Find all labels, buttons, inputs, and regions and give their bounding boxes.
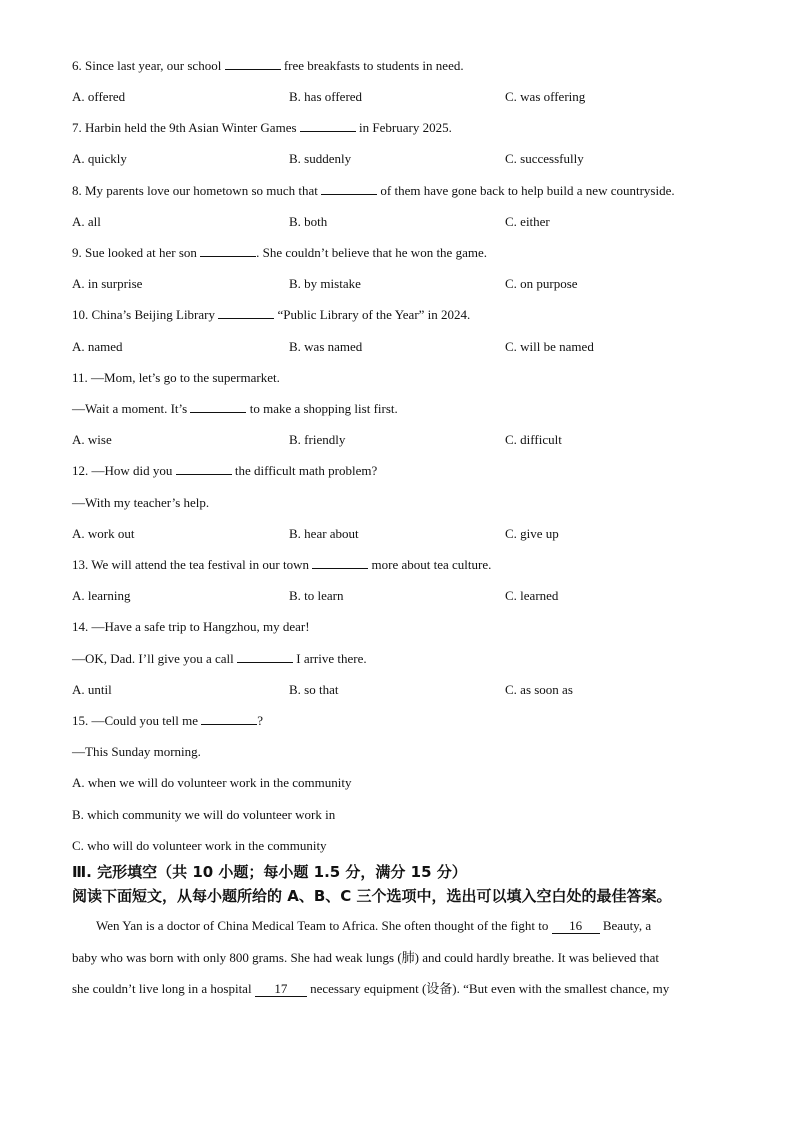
question-9-stem: 9. Sue looked at her son . She couldn’t believe that he won the game. — [72, 245, 487, 260]
option-c: C. will be named — [505, 339, 594, 354]
option-b: B. suddenly — [289, 151, 352, 166]
option-a: A. all — [72, 214, 101, 229]
answer-blank — [225, 58, 281, 70]
option-b: B. which community we will do volunteer work in — [72, 807, 336, 822]
question-12-stem: 12. —How did you the difficult math problem? — [72, 463, 378, 478]
question-14-stem: —OK, Dad. I’ll give you a call I arrive there. — [72, 651, 367, 666]
section-title: Ⅲ. 完形填空（共 10 小题；每小题 1.5 分，满分 15 分） — [72, 863, 467, 881]
answer-blank — [312, 557, 368, 569]
option-a: A. wise — [72, 432, 112, 447]
option-a: A. in surprise — [72, 276, 143, 291]
option-a: A. offered — [72, 89, 126, 104]
option-b: B. to learn — [289, 588, 344, 603]
option-a: A. when we will do volunteer work in the community — [72, 775, 352, 790]
option-c: C. who will do volunteer work in the community — [72, 838, 327, 853]
option-c: C. give up — [505, 526, 559, 541]
option-c: C. learned — [505, 588, 559, 603]
cloze-blank-16: 16 — [552, 919, 600, 934]
option-b: B. was named — [289, 339, 363, 354]
option-a: A. learning — [72, 588, 131, 603]
option-c: C. either — [505, 214, 550, 229]
answer-blank — [201, 713, 257, 725]
option-b: B. so that — [289, 682, 339, 697]
answer-blank — [218, 307, 274, 319]
answer-blank — [190, 401, 246, 413]
question-15-stem: 15. —Could you tell me ? — [72, 713, 264, 728]
question-15-reply: —This Sunday morning. — [72, 744, 201, 759]
option-a: A. until — [72, 682, 112, 697]
option-b: B. by mistake — [289, 276, 361, 291]
option-b: B. hear about — [289, 526, 359, 541]
passage-line-2: baby who was born with only 800 grams. She had weak lungs (肺) and could hardly breathe. It was believed that — [72, 950, 660, 965]
option-c: C. as soon as — [505, 682, 573, 697]
option-a: A. work out — [72, 526, 135, 541]
question-6-stem: 6. Since last year, our school free breakfasts to students in need. — [72, 58, 464, 73]
answer-blank — [321, 183, 377, 195]
option-b: B. has offered — [289, 89, 363, 104]
option-a: A. quickly — [72, 151, 127, 166]
question-7-stem: 7. Harbin held the 9th Asian Winter Games in February 2025. — [72, 120, 452, 135]
question-12-reply: —With my teacher’s help. — [72, 495, 210, 510]
section-instruction: 阅读下面短文，从每小题所给的 A、B、C 三个选项中，选出可以填入空白处的最佳答案。 — [72, 887, 672, 905]
cloze-blank-17: 17 — [255, 982, 307, 997]
option-b: B. friendly — [289, 432, 346, 447]
question-11-dialog: 11. —Mom, let’s go to the supermarket. — [72, 370, 280, 385]
passage-line-3: she couldn’t live long in a hospital 17 necessary equipment (设备). “But even with the smallest chance, my — [72, 981, 670, 996]
option-a: A. named — [72, 339, 123, 354]
option-c: C. difficult — [505, 432, 562, 447]
question-10-stem: 10. China’s Beijing Library “Public Library of the Year” in 2024. — [72, 307, 471, 322]
question-13-stem: 13. We will attend the tea festival in our town more about tea culture. — [72, 557, 492, 572]
option-c: C. was offering — [505, 89, 586, 104]
answer-blank — [237, 651, 293, 663]
answer-blank — [200, 245, 256, 257]
passage-line-1: Wen Yan is a doctor of China Medical Team to Africa. She often thought of the fight to 16 Beauty, a — [96, 918, 652, 933]
option-c: C. on purpose — [505, 276, 578, 291]
answer-blank — [176, 463, 232, 475]
question-14-dialog: 14. —Have a safe trip to Hangzhou, my dear! — [72, 619, 310, 634]
question-8-stem: 8. My parents love our hometown so much that of them have gone back to help build a new countryside. — [72, 183, 675, 198]
option-c: C. successfully — [505, 151, 584, 166]
option-b: B. both — [289, 214, 328, 229]
question-11-stem: —Wait a moment. It’s to make a shopping list first. — [72, 401, 398, 416]
answer-blank — [300, 120, 356, 132]
